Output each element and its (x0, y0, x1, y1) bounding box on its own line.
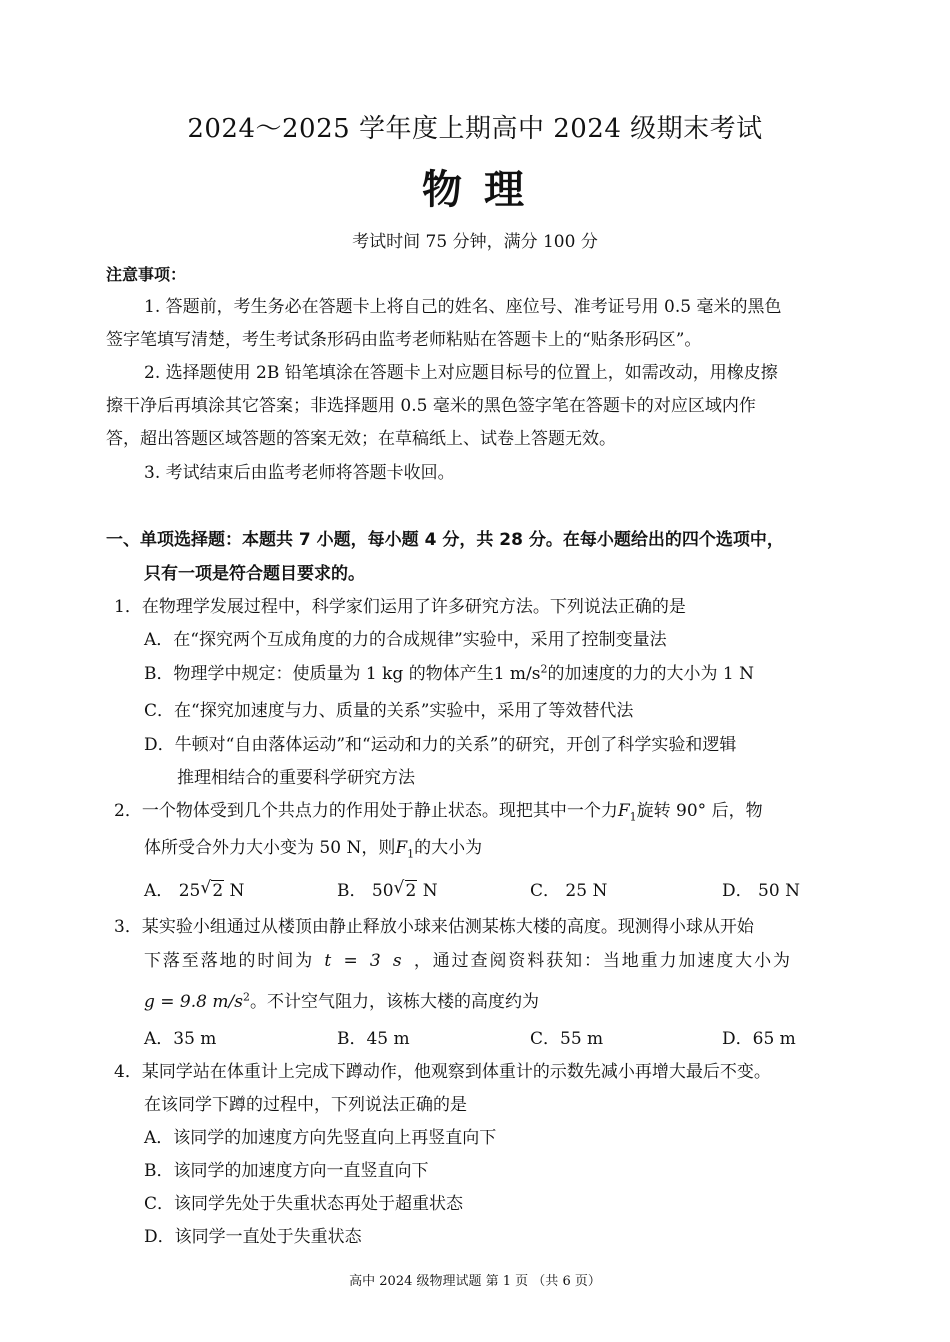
q2-force-subscript-2: 1 (407, 847, 415, 861)
q2-force-symbol: F (617, 801, 630, 821)
notice-item-2-line-1: 2. 选择题使用 2B 铅笔填涂在答题卡上对应题目标号的位置上，如需改动，用橡皮擦 (144, 363, 778, 383)
q2-option-d: D． 50 N (722, 881, 800, 901)
notice-item-1-line-2: 签字笔填写清楚，考生考试条形码由监考老师粘贴在答题卡上的“贴条形码区”。 (106, 330, 702, 350)
q3-option-d: D．65 m (722, 1029, 796, 1049)
q2-force-symbol-2: F (395, 838, 408, 858)
notice-heading: 注意事项： (106, 265, 187, 284)
q1-option-a: A．在“探究两个互成角度的力的合成规律”实验中，采用了控制变量法 (144, 630, 667, 650)
q1-option-c: C．在“探究加速度与力、质量的关系”实验中，采用了等效替代法 (144, 701, 634, 721)
q2-option-a (144, 876, 244, 901)
notice-item-1-line-1: 1. 答题前，考生务必在答题卡上将自己的姓名、座位号、准考证号用 0.5 毫米的黑色 (144, 297, 782, 317)
q2-option-b (337, 876, 438, 901)
subject-title: 物 理 (422, 167, 528, 213)
q2-force-subscript: 1 (629, 810, 637, 824)
notice-item-3: 3. 考试结束后由监考老师将答题卡收回。 (144, 463, 455, 483)
exam-title: 2024～2025 学年度上期高中 2024 级期末考试 (187, 114, 763, 144)
notice-item-2-line-3: 答，超出答题区域答题的答案无效；在草稿纸上、试卷上答题无效。 (106, 429, 616, 449)
q2-option-a-unit: N (224, 881, 245, 901)
q2-option-a-label: A． (144, 881, 174, 901)
q2-stem-post: 旋转 90° 后，物 (636, 801, 763, 821)
exam-info: 考试时间 75 分钟，满分 100 分 (352, 232, 598, 252)
q2-option-b-label: B． (337, 881, 367, 901)
q3-option-a: A．35 m (144, 1029, 217, 1049)
q2-option-a-coef: 25 (178, 881, 201, 901)
sqrt-symbol: √ 2 (393, 878, 417, 901)
q1-stem: 1．在物理学发展过程中，科学家们运用了许多研究方法。下列说法正确的是 (114, 597, 686, 617)
q1-option-b (144, 659, 754, 684)
q4-option-c: C．该同学先处于失重状态再处于超重状态 (144, 1194, 464, 1214)
q2-line2-pre: 体所受合外力大小变为 50 N，则 (144, 838, 396, 858)
q4-option-a: A．该同学的加速度方向先竖直向上再竖直向下 (144, 1128, 497, 1148)
q1-option-b-exponent: 2 (540, 662, 548, 676)
q2-line2-post: 的大小为 (414, 838, 483, 858)
q3-option-b: B．45 m (337, 1029, 410, 1049)
page-footer: 高中 2024 级物理试题 第 1 页 （共 6 页） (349, 1274, 601, 1289)
q3-stem-line-1: 3．某实验小组通过从楼顶由静止释放小球来估测某栋大楼的高度。现测得小球从开始 (114, 917, 754, 937)
q1-option-b-post: 的加速度的力的大小为 1 N (547, 664, 754, 684)
q1-option-d-line-2: 推理相结合的重要科学研究方法 (177, 768, 415, 788)
section-1-heading-line-1: 一、单项选择题：本题共 7 小题，每小题 4 分，共 28 分。在每小题给出的四个选项中， (106, 530, 784, 550)
q2-option-a-radicand: 2 (212, 881, 224, 901)
section-1-heading-line-2: 只有一项是符合题目要求的。 (144, 564, 365, 584)
q2-stem-line-1 (114, 796, 763, 823)
q3-gravity-exponent: 2 (242, 990, 250, 1004)
q3-gravity-expr: g = 9.8 m/s (144, 992, 243, 1012)
q4-option-b: B．该同学的加速度方向一直竖直向下 (144, 1161, 429, 1181)
q4-stem-line-1: 4．某同学站在体重计上完成下蹲动作，他观察到体重计的示数先减小再增大最后不变。 (114, 1062, 771, 1082)
q3-time-expr: t = 3 s (324, 951, 404, 971)
q4-option-d: D．该同学一直处于失重状态 (144, 1227, 362, 1247)
q2-stem-pre: 2．一个物体受到几个共点力的作用处于静止状态。现把其中一个力 (114, 801, 618, 821)
q4-stem-line-2: 在该同学下蹲的过程中，下列说法正确的是 (144, 1095, 467, 1115)
q1-option-b-unit: 1 m/s (493, 664, 541, 684)
q1-option-b-pre: B．物理学中规定：使质量为 1 kg 的物体产生 (144, 664, 494, 684)
q2-option-b-radicand: 2 (405, 881, 417, 901)
q3-stem-line-2 (144, 946, 792, 971)
q3-stem-line-3 (144, 987, 539, 1012)
q2-option-b-unit: N (417, 881, 438, 901)
q3-line2-pre: 下落至落地的时间为 (144, 951, 315, 971)
q3-option-c: C．55 m (530, 1029, 604, 1049)
q2-option-b-coef: 50 (371, 881, 394, 901)
sqrt-symbol: √ 2 (200, 878, 224, 901)
q2-option-c: C． 25 N (530, 881, 608, 901)
q3-line3-post: 。不计空气阻力，该栋大楼的高度约为 (249, 992, 539, 1012)
q3-line2-post: ，通过查阅资料获知：当地重力加速度大小为 (413, 951, 792, 971)
q2-stem-line-2 (144, 833, 482, 860)
q1-option-d-line-1: D．牛顿对“自由落体运动”和“运动和力的关系”的研究，开创了科学实验和逻辑 (144, 735, 737, 755)
notice-item-2-line-2: 擦干净后再填涂其它答案；非选择题用 0.5 毫米的黑色签字笔在答题卡的对应区域内作 (106, 396, 756, 416)
